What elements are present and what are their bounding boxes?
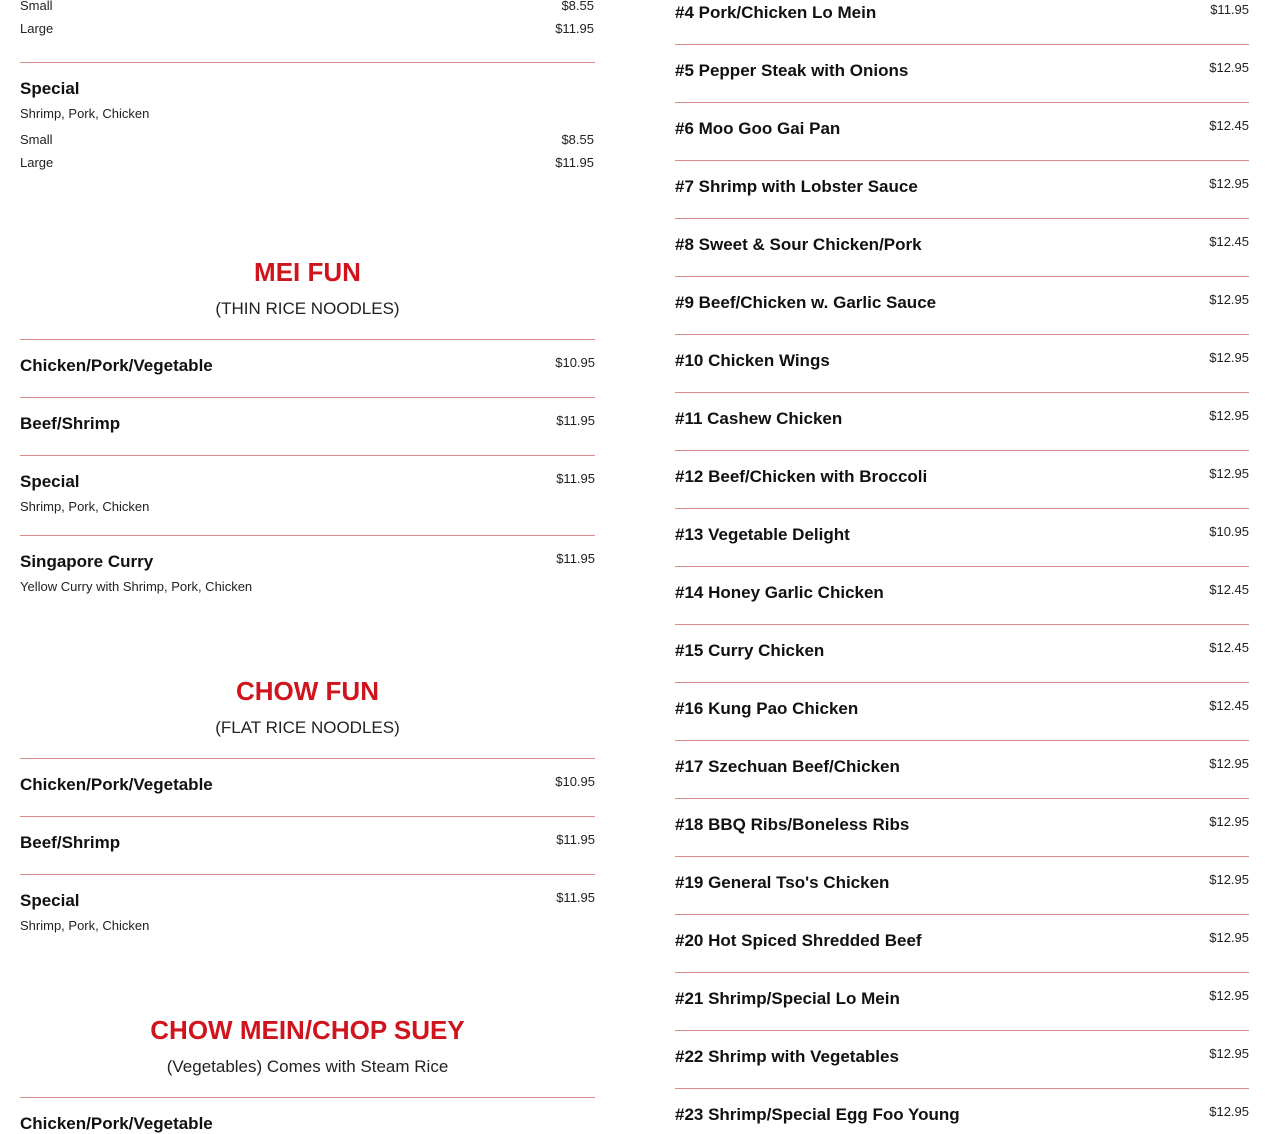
divider	[675, 972, 1249, 973]
section-subtitle: (FLAT RICE NOODLES)	[215, 718, 400, 737]
menu-item-title: #16 Kung Pao Chicken	[675, 699, 859, 718]
menu-item-price: $11.95	[556, 471, 595, 486]
menu-item-price: $12.95	[1209, 350, 1249, 365]
menu-item-title: Chicken/Pork/Vegetable	[20, 356, 213, 375]
menu-item-title: #9 Beef/Chicken w. Garlic Sauce	[675, 293, 937, 312]
menu-item-price: $12.45	[1209, 698, 1249, 713]
menu-item-title: #4 Pork/Chicken Lo Mein	[675, 3, 877, 22]
size-row	[20, 155, 595, 175]
divider	[675, 102, 1249, 103]
menu-item-price: $10.95	[1209, 524, 1249, 539]
size-price: $11.95	[555, 21, 594, 36]
size-label: Large	[20, 21, 54, 36]
menu-item-price: $12.95	[1209, 1046, 1249, 1061]
menu-item-title: #21 Shrimp/Special Lo Mein	[675, 989, 900, 1008]
divider	[675, 740, 1249, 741]
menu-item-price: $12.95	[1209, 872, 1249, 887]
divider	[20, 339, 595, 340]
menu-item-price: $12.95	[1209, 814, 1249, 829]
menu-item-price: $12.95	[1209, 292, 1249, 307]
divider	[675, 450, 1249, 451]
section-title-mei-fun: MEI FUN	[254, 257, 361, 287]
size-row	[20, 132, 595, 152]
divider	[675, 276, 1249, 277]
size-label: Small	[20, 132, 53, 147]
menu-item-title: #13 Vegetable Delight	[675, 525, 850, 544]
menu-item-price: $10.95	[555, 355, 595, 370]
menu-item-price: $11.95	[556, 890, 595, 905]
menu-item-price: $12.95	[1209, 930, 1249, 945]
size-price: $11.95	[555, 155, 594, 170]
section-title-chow-fun: CHOW FUN	[236, 676, 379, 706]
menu-item-title: #18 BBQ Ribs/Boneless Ribs	[675, 815, 910, 834]
divider	[675, 44, 1249, 45]
menu-item-title: #14 Honey Garlic Chicken	[675, 583, 884, 602]
menu-item-price: $12.95	[1209, 408, 1249, 423]
menu-item-title: Special	[20, 79, 80, 98]
section-title-chow-mein: CHOW MEIN/CHOP SUEY	[150, 1015, 465, 1045]
divider	[675, 624, 1249, 625]
menu-item-title: #11 Cashew Chicken	[675, 409, 843, 428]
menu-item-title: Beef/Shrimp	[20, 414, 121, 433]
menu-item-description: Yellow Curry with Shrimp, Pork, Chicken	[20, 579, 253, 594]
menu-item-title: #17 Szechuan Beef/Chicken	[675, 757, 900, 776]
divider	[675, 856, 1249, 857]
divider	[20, 816, 595, 817]
divider	[675, 1030, 1249, 1031]
menu-item-price: $11.95	[1210, 2, 1249, 17]
menu-item-title: #10 Chicken Wings	[675, 351, 830, 370]
size-label: Large	[20, 155, 54, 170]
size-label: Small	[20, 0, 53, 13]
menu-item-price: $12.95	[1209, 756, 1249, 771]
menu-item-title: #5 Pepper Steak with Onions	[675, 61, 909, 80]
menu-item-price: $11.95	[556, 832, 595, 847]
menu-item-title: Singapore Curry	[20, 552, 154, 571]
menu-item-title: #23 Shrimp/Special Egg Foo Young	[675, 1105, 960, 1124]
menu-item-price: $12.45	[1209, 582, 1249, 597]
divider	[675, 160, 1249, 161]
size-price: $8.55	[561, 132, 594, 147]
menu-item-description: Shrimp, Pork, Chicken	[20, 106, 150, 121]
menu-item-title: #12 Beef/Chicken with Broccoli	[675, 467, 928, 486]
menu-item-title: Chicken/Pork/Vegetable	[20, 775, 213, 794]
menu-item-title: #15 Curry Chicken	[675, 641, 825, 660]
menu-item-title: Special	[20, 472, 80, 491]
menu-item-title: Chicken/Pork/Vegetable	[20, 1114, 213, 1133]
section-subtitle: (Vegetables) Comes with Steam Rice	[166, 1057, 449, 1076]
size-price: $8.55	[561, 0, 594, 13]
menu-item-title: #6 Moo Goo Gai Pan	[675, 119, 841, 138]
section-subtitle: (THIN RICE NOODLES)	[215, 299, 400, 318]
divider	[675, 682, 1249, 683]
menu-item-description: Shrimp, Pork, Chicken	[20, 918, 150, 933]
menu-item-title: Beef/Shrimp	[20, 833, 121, 852]
menu-item-price: $12.45	[1209, 640, 1249, 655]
menu-item-price: $12.95	[1209, 988, 1249, 1003]
divider	[675, 508, 1249, 509]
menu-item-price: $12.45	[1209, 234, 1249, 249]
divider	[675, 334, 1249, 335]
menu-item-title: #7 Shrimp with Lobster Sauce	[675, 177, 918, 196]
divider	[675, 1088, 1249, 1089]
menu-item-price: $12.95	[1209, 176, 1249, 191]
divider	[675, 914, 1249, 915]
menu-item-title: #22 Shrimp with Vegetables	[675, 1047, 899, 1066]
divider	[675, 392, 1249, 393]
menu-item-price: $12.95	[1209, 60, 1249, 75]
menu-item-price: $10.95	[555, 774, 595, 789]
divider	[20, 397, 595, 398]
divider	[20, 1097, 595, 1098]
divider	[20, 758, 595, 759]
menu-item-price: $12.95	[1209, 466, 1249, 481]
divider	[675, 218, 1249, 219]
menu-item-title: #8 Sweet & Sour Chicken/Pork	[675, 235, 922, 254]
divider	[20, 455, 595, 456]
menu-item-title: #20 Hot Spiced Shredded Beef	[675, 931, 922, 950]
size-row	[20, 21, 595, 41]
menu-item-title: #19 General Tso's Chicken	[675, 873, 890, 892]
divider	[675, 798, 1249, 799]
divider	[675, 566, 1249, 567]
menu-item-price: $12.45	[1209, 118, 1249, 133]
menu-item-price: $12.95	[1209, 1104, 1249, 1119]
menu-item-price: $11.95	[556, 551, 595, 566]
menu-item-description: Shrimp, Pork, Chicken	[20, 499, 150, 514]
divider	[20, 874, 595, 875]
divider	[20, 62, 595, 63]
size-row	[20, 0, 595, 18]
menu-item-price: $11.95	[556, 413, 595, 428]
divider	[20, 535, 595, 536]
menu-item-title: Special	[20, 891, 80, 910]
